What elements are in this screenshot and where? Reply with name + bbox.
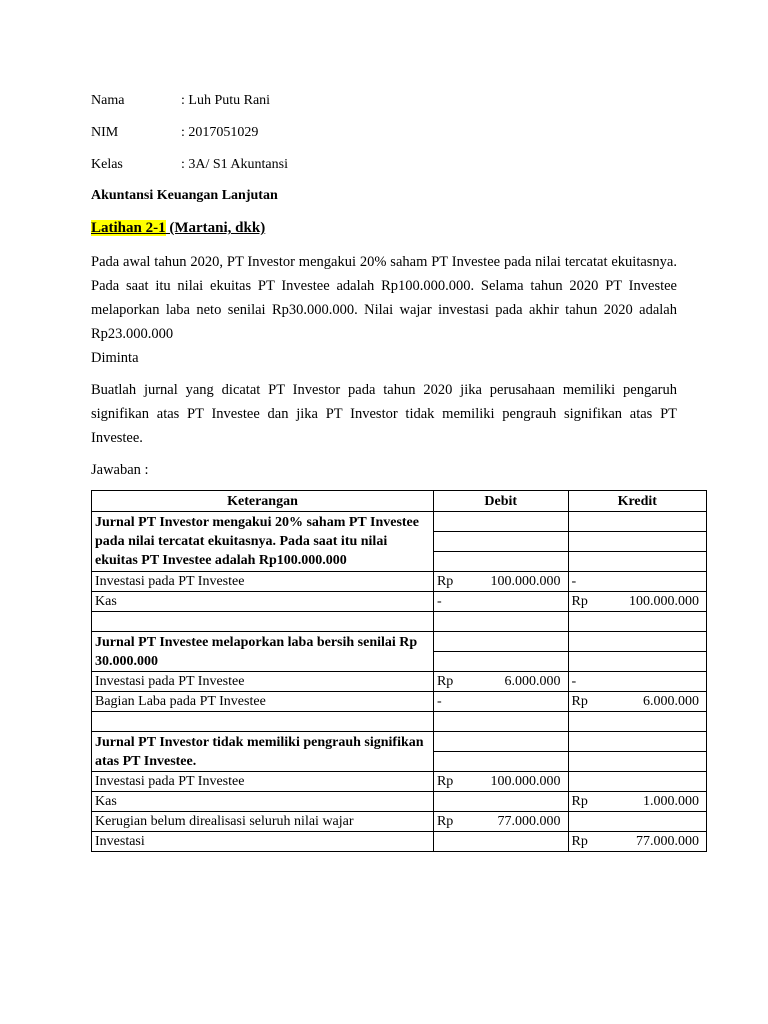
section3-heading-row [92,732,707,752]
debit-currency: - [436,594,442,609]
credit-currency: Rp [571,694,588,709]
table-row [92,792,707,812]
instruction-paragraph: Buatlah jurnal yang dicatat PT Investor pada tahun 2020 jika perusahaan memiliki pengaruh signifikan atas PT Investee dan jika PT Investor tidak memiliki pengrauh signifikan atas PT Investee. [91,382,677,446]
diminta-label: Diminta [91,350,139,366]
exercise-title [91,220,265,237]
debit-cell [433,772,568,792]
credit-currency: Rp [571,794,588,809]
table-cell-empty [433,552,568,572]
entry-description: Investasi pada PT Investee [92,572,434,592]
entry-description: Kas [92,592,434,612]
header-keterangan: Keterangan [92,491,434,512]
table-row [92,692,707,712]
table-cell-empty [433,652,568,672]
debit-cell [433,792,568,812]
debit-cell [433,812,568,832]
debit-cell [433,592,568,612]
entry-description: Kas [92,792,434,812]
table-cell-empty [568,532,706,552]
debit-amount: 100.000.000 [490,774,561,789]
section2-heading-row [92,632,707,652]
credit-cell [568,692,706,712]
table-cell-empty [433,732,568,752]
credit-amount: 77.000.000 [636,834,699,849]
debit-cell [433,692,568,712]
entry-description: Investasi pada PT Investee [92,672,434,692]
credit-cell [568,812,706,832]
nim-value: : 2017051029 [181,125,259,140]
entry-description: Investasi [92,832,434,852]
debit-cell [433,832,568,852]
table-row [92,812,707,832]
section2-heading: Jurnal PT Investee melaporkan laba bersih senilai Rp 30.000.000 [92,632,434,672]
credit-currency: - [571,574,577,589]
debit-cell [433,672,568,692]
nama-value: : Luh Putu Rani [181,93,271,108]
debit-currency: Rp [436,814,454,829]
entry-description: Bagian Laba pada PT Investee [92,692,434,712]
table-cell-empty [568,612,706,632]
course-title: Akuntansi Keuangan Lanjutan [91,188,278,203]
credit-amount: 100.000.000 [629,594,699,609]
section1-heading: Jurnal PT Investor mengakui 20% saham PT Investee pada nilai tercatat ekuitasnya. Pada saat itu nilai ekuitas PT Investee adalah Rp100.000.000 [92,512,434,572]
table-cell-empty [433,532,568,552]
credit-cell [568,592,706,612]
nama-label: Nama [91,93,125,108]
table-cell-empty [568,512,706,532]
credit-cell [568,572,706,592]
debit-amount: 6.000.000 [504,674,561,689]
debit-amount: 77.000.000 [497,814,561,829]
exercise-source: (Martani, dkk) [165,220,266,236]
credit-amount: 1.000.000 [643,794,699,809]
table-cell-empty [568,732,706,752]
table-row [92,672,707,692]
table-row [92,592,707,612]
table-cell-empty [433,712,568,732]
table-header-row [92,491,707,512]
problem-paragraph: Pada awal tahun 2020, PT Investor mengakui 20% saham PT Investee pada nilai tercatat ekuitasnya. Pada saat itu nilai ekuitas PT Investee adalah Rp100.000.000. Selama tahun 2020 PT Investee melaporkan laba neto senilai Rp30.000.000. Nilai wajar investasi pada akhir tahun 2020 adalah Rp23.000.000 [91,254,677,342]
jawaban-label: Jawaban : [91,462,149,478]
exercise-highlight: Latihan 2-1 [91,220,166,236]
credit-currency: - [571,674,577,689]
entry-description: Investasi pada PT Investee [92,772,434,792]
credit-currency: Rp [571,594,588,609]
credit-currency: Rp [571,834,588,849]
credit-cell [568,792,706,812]
nim-label: NIM [91,125,119,140]
header-debit: Debit [433,491,568,512]
section1-heading-row [92,512,707,532]
credit-amount: 6.000.000 [643,694,699,709]
table-cell-empty [568,652,706,672]
table-cell-empty [92,712,434,732]
journal-table [91,490,707,852]
table-cell-empty [433,512,568,532]
table-cell-empty [568,632,706,652]
table-cell-empty [433,632,568,652]
section3-heading: Jurnal PT Investor tidak memiliki pengrauh signifikan atas PT Investee. [92,732,434,772]
table-cell-empty [433,752,568,772]
table-row [92,772,707,792]
table-row [92,572,707,592]
credit-cell [568,772,706,792]
table-cell-empty [433,612,568,632]
debit-currency: - [436,694,442,709]
table-row [92,832,707,852]
credit-cell [568,832,706,852]
kelas-label: Kelas [91,157,123,172]
table-cell-empty [568,712,706,732]
table-cell-empty [568,552,706,572]
entry-description: Kerugian belum direalisasi seluruh nilai wajar [92,812,434,832]
debit-cell [433,572,568,592]
debit-currency: Rp [436,574,454,589]
spacer-row [92,712,707,732]
debit-currency: Rp [436,774,454,789]
spacer-row [92,612,707,632]
table-cell-empty [568,752,706,772]
credit-cell [568,672,706,692]
debit-currency: Rp [436,674,454,689]
debit-amount: 100.000.000 [490,574,561,589]
kelas-value: : 3A/ S1 Akuntansi [181,157,288,172]
header-kredit: Kredit [568,491,706,512]
table-cell-empty [92,612,434,632]
